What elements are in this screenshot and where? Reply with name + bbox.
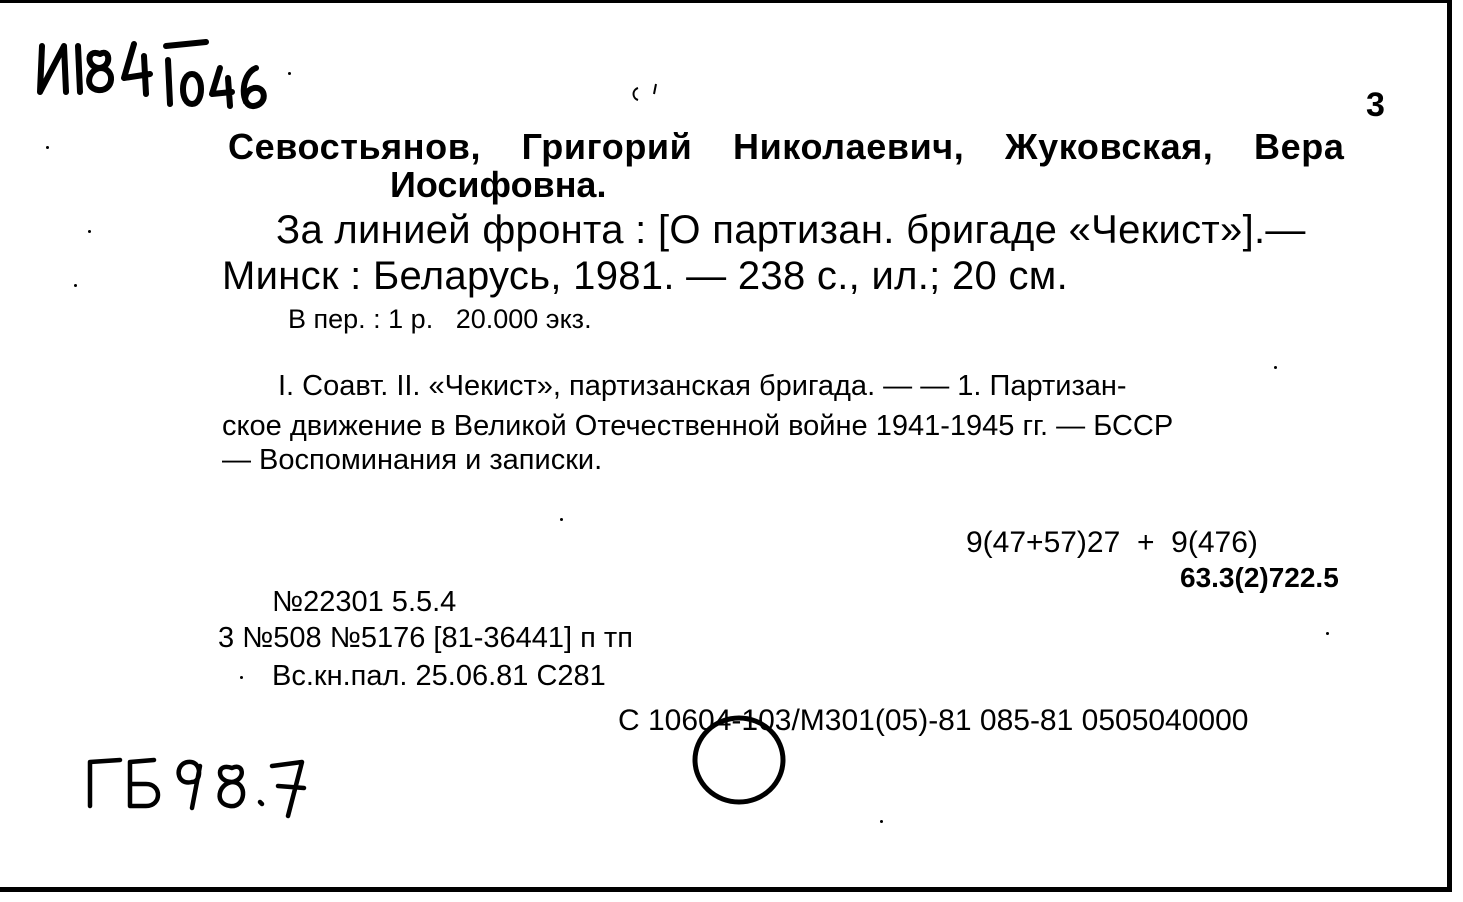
order-line-1: №22301 5.5.4 [272,586,457,618]
scan-speck [880,820,883,823]
scan-speck [74,284,77,287]
title-line-1: За линией фронта : [О партизан. бригаде «Чекист»].— [276,208,1306,252]
price-line: В пер. : 1 р. 20.000 экз. [288,304,592,334]
scan-speck [1326,632,1329,635]
subjects-line-2: ское движение в Великой Отечественной войне 1941-1945 гг. — БССР [222,410,1174,442]
order-line-3: Вс.кн.пал. 25.06.81 С281 [272,660,606,692]
subjects-line-1: I. Соавт. II. «Чекист», партизанская бригада. — — 1. Партизан- [278,370,1127,402]
scan-speck [88,230,91,233]
scan-speck [288,72,291,75]
handwritten-inventory-mark [34,34,274,114]
card-number: 3 [1366,86,1385,124]
subjects-line-3: — Воспоминания и записки. [222,444,603,476]
author-line-1: Севостьянов, Григорий Николаевич, Жуковская, Вера [228,126,1345,167]
handwritten-shelf-mark [84,752,314,824]
title-line-2: Минск : Беларусь, 1981. — 238 с., ил.; 20 см. [222,254,1069,298]
order-line-2: 3 №508 №5176 [81-36441] п тп [218,622,633,654]
classification-line-1: 9(47+57)27 + 9(476) [966,526,1258,559]
scan-speck [1274,366,1277,369]
scan-speck [46,146,49,149]
scan-speck [240,676,243,679]
classification-line-2: 63.3(2)722.5 [1180,562,1339,593]
author-line-2: Иосифовна. [390,164,607,205]
scan-speck [560,518,563,521]
code-line: С 10604-103/М301(05)-81 085-81 0505040000 [618,704,1249,737]
pencil-scribble [628,82,668,104]
